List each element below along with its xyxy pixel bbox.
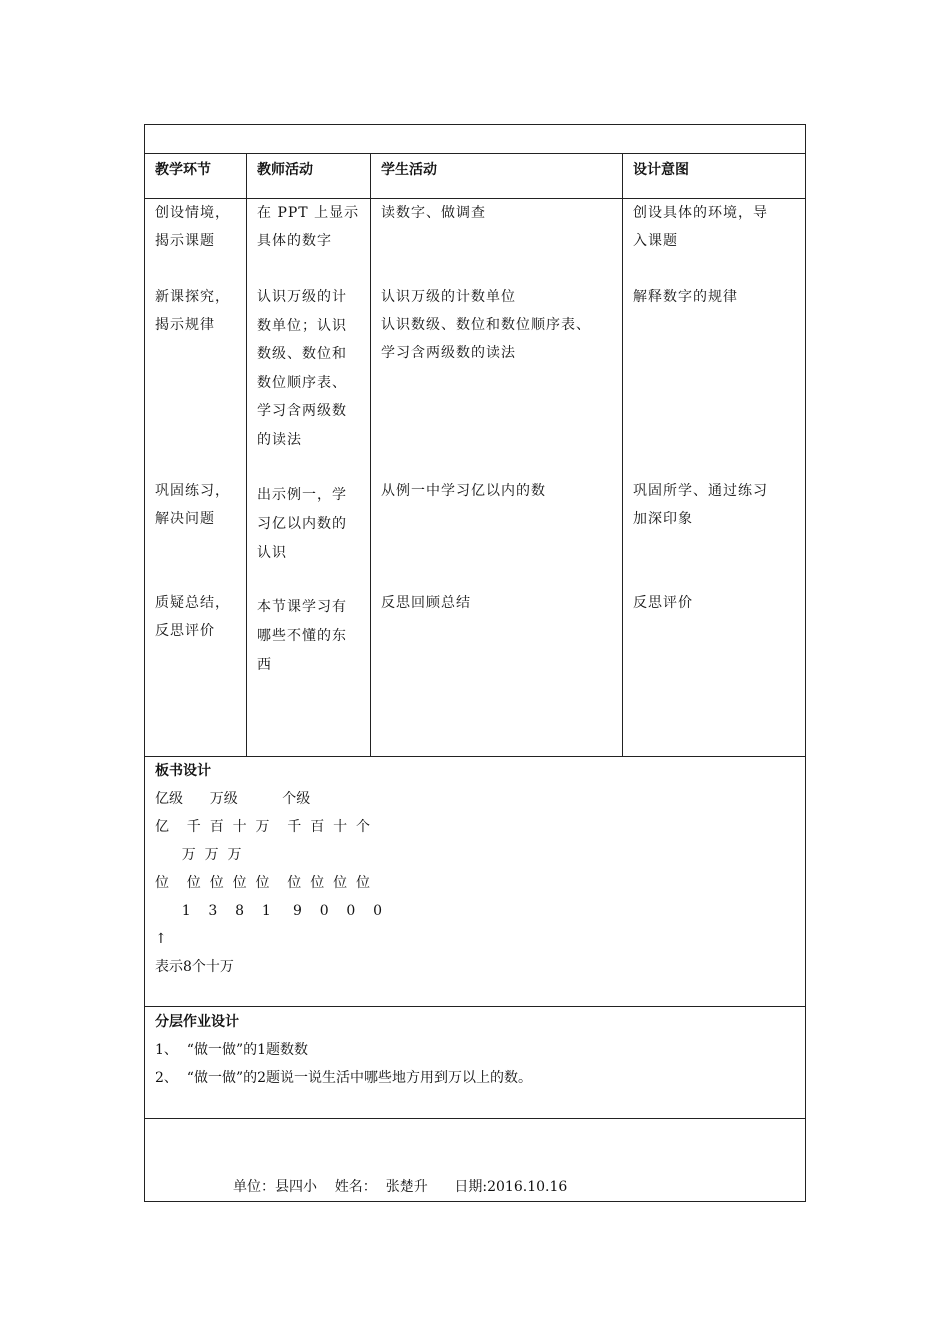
column-divider xyxy=(246,153,247,756)
cell-stage-1: 创设情境， 揭示课题 xyxy=(155,205,230,249)
row-divider xyxy=(145,1118,805,1119)
header-student: 学生活动 xyxy=(381,162,437,178)
homework-item: 2、 “做一做”的2题说一说生活中哪些地方用到万以上的数。 xyxy=(155,1070,533,1086)
lesson-plan-table xyxy=(144,124,806,1202)
cell-teacher-4: 本节课学习有 哪些不懂的东 西 xyxy=(257,599,347,673)
row-divider xyxy=(145,1006,805,1007)
board-line: 亿级 万级 个级 xyxy=(155,791,311,807)
board-line: 万 万 万 xyxy=(155,847,242,863)
cell-teacher-1: 在 PPT 上显示 具体的数字 xyxy=(257,205,360,249)
row-divider xyxy=(145,756,805,757)
cell-teacher-2: 认识万级的计 数单位；认识 数级、数位和 数位顺序表、 学习含两级数 的读法 xyxy=(257,289,347,448)
cell-intent-2: 解释数字的规律 xyxy=(633,289,738,305)
header-stage: 教学环节 xyxy=(155,162,211,178)
cell-student-2: 认识万级的计数单位 认识数级、数位和数位顺序表、 学习含两级数的读法 xyxy=(381,289,591,361)
board-line: 表示8个十万 xyxy=(155,959,234,975)
board-line: 1 3 8 1 9 0 0 0 xyxy=(155,903,383,919)
cell-stage-3: 巩固练习， 解决问题 xyxy=(155,483,230,527)
footer-info: 单位：县四小 姓名： 张楚升 日期:2016.10.16 xyxy=(233,1179,568,1195)
up-arrow-icon: ↑ xyxy=(155,931,167,947)
column-divider xyxy=(622,153,623,756)
cell-student-1: 读数字、做调查 xyxy=(381,205,486,221)
board-line: 位 位 位 位 位 位 位 位 位 xyxy=(155,875,371,891)
row-divider xyxy=(145,153,805,154)
cell-stage-2: 新课探究， 揭示规律 xyxy=(155,289,230,333)
cell-intent-4: 反思评价 xyxy=(633,595,693,611)
cell-stage-4: 质疑总结， 反思评价 xyxy=(155,595,230,639)
header-teacher: 教师活动 xyxy=(257,162,313,178)
header-intent: 设计意图 xyxy=(633,162,689,178)
homework-item: 1、 “做一做”的1题数数 xyxy=(155,1042,309,1058)
cell-intent-1: 创设具体的环境，导 入课题 xyxy=(633,205,768,249)
cell-intent-3: 巩固所学、通过练习 加深印象 xyxy=(633,483,768,527)
cell-student-3: 从例一中学习亿以内的数 xyxy=(381,483,546,499)
column-divider xyxy=(370,153,371,756)
cell-student-4: 反思回顾总结 xyxy=(381,595,471,611)
board-title: 板书设计 xyxy=(155,763,211,779)
cell-teacher-3: 出示例一，学 习亿以内数的 认识 xyxy=(257,487,347,561)
homework-title: 分层作业设计 xyxy=(155,1014,239,1030)
board-line: 亿 千 百 十 万 千 百 十 个 xyxy=(155,819,371,835)
